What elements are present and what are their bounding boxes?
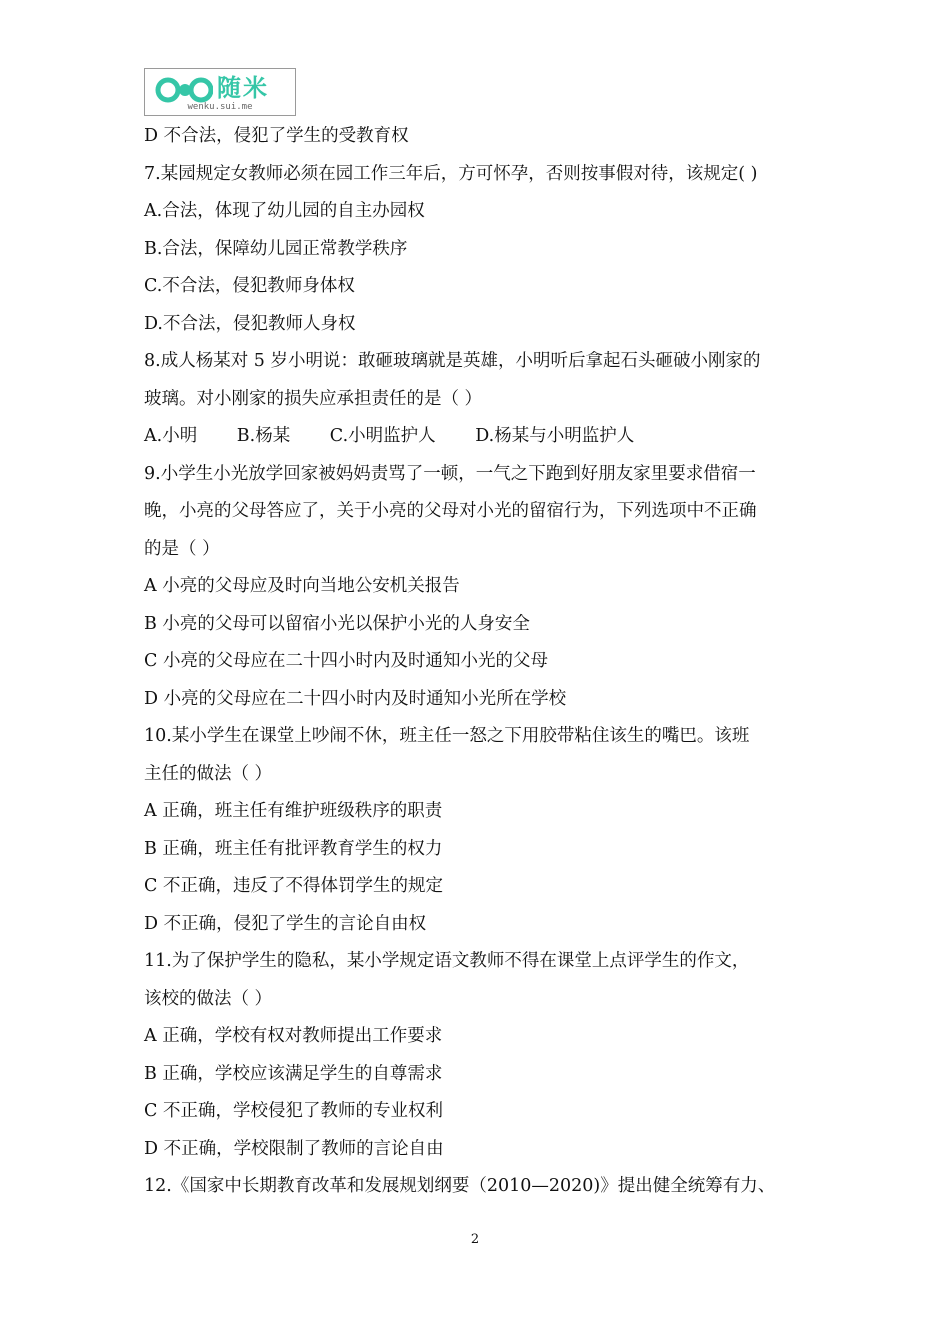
question-10: 10.某小学生在课堂上吵闹不休，班主任一怒之下用胶带粘住该生的嘴巴。该班 xyxy=(144,726,750,746)
q8-option-b: B.杨某 xyxy=(236,426,291,446)
text-line: 该校的做法（ ） xyxy=(144,988,273,1009)
logo-circles-icon xyxy=(155,77,213,103)
question-8: 8.成人杨某对 5 岁小明说：敢砸玻璃就是英雄，小明听后拿起石头砸破小刚家的 xyxy=(144,351,761,371)
text-line: D 小亮的父母应在二十四小时内及时通知小光所在学校 xyxy=(144,688,567,709)
text-line: 晚，小亮的父母答应了，关于小亮的父母对小光的留宿行为，下列选项中不正确 xyxy=(144,501,757,521)
text-line: C 小亮的父母应在二十四小时内及时通知小光的父母 xyxy=(144,651,548,671)
text-line: D 不合法，侵犯了学生的受教育权 xyxy=(144,126,409,146)
text-line: 玻璃。对小刚家的损失应承担责任的是（ ） xyxy=(144,388,483,409)
text-line: B 小亮的父母可以留宿小光以保护小光的人身安全 xyxy=(144,613,530,634)
text-line: B 正确，学校应该满足学生的自尊需求 xyxy=(144,1063,443,1084)
question-7: 7.某园规定女教师必须在园工作三年后，方可怀孕，否则按事假对待，该规定( ) xyxy=(144,163,758,184)
text-line: A 正确，班主任有维护班级秩序的职责 xyxy=(144,801,443,821)
text-line: A.合法，体现了幼儿园的自主办园权 xyxy=(144,201,425,221)
text-line: 的是（ ） xyxy=(144,538,220,559)
text-line: 主任的做法（ ） xyxy=(144,763,273,784)
text-line: B.合法，保障幼儿园正常教学秩序 xyxy=(144,238,408,259)
question-12: 12.《国家中长期教育改革和发展规划纲要（2010—2020)》提出健全统筹有力、 xyxy=(144,1176,776,1196)
logo-url: wenku.sui.me xyxy=(187,102,253,112)
text-line: A 正确，学校有权对教师提出工作要求 xyxy=(144,1026,443,1046)
text-line: D 不正确，侵犯了学生的言论自由权 xyxy=(144,913,427,934)
question-9: 9.小学生小光放学回家被妈妈责骂了一顿，一气之下跑到好朋友家里要求借宿一 xyxy=(144,463,756,484)
q8-option-c: C.小明监护人 xyxy=(329,426,436,446)
text-line: A 小亮的父母应及时向当地公安机关报告 xyxy=(144,576,460,596)
page-number: 2 xyxy=(470,1232,480,1247)
text-line: C 不正确，学校侵犯了教师的专业权利 xyxy=(144,1101,443,1121)
q8-option-d: D.杨某与小明监护人 xyxy=(475,426,635,446)
watermark-logo xyxy=(144,68,296,116)
text-line: C 不正确，违反了不得体罚学生的规定 xyxy=(144,876,443,896)
question-11: 11.为了保护学生的隐私，某小学规定语文教师不得在课堂上点评学生的作文， xyxy=(144,951,750,971)
q8-options xyxy=(144,418,810,456)
text-line: D 不正确，学校限制了教师的言论自由 xyxy=(144,1138,444,1159)
logo-brand: 随米 xyxy=(217,74,269,102)
text-line: C.不合法，侵犯教师身体权 xyxy=(144,276,355,296)
text-line: D.不合法，侵犯教师人身权 xyxy=(144,313,356,334)
q8-option-a: A.小明 xyxy=(144,426,198,446)
text-line: B 正确，班主任有批评教育学生的权力 xyxy=(144,838,443,859)
document-body xyxy=(144,118,810,1206)
